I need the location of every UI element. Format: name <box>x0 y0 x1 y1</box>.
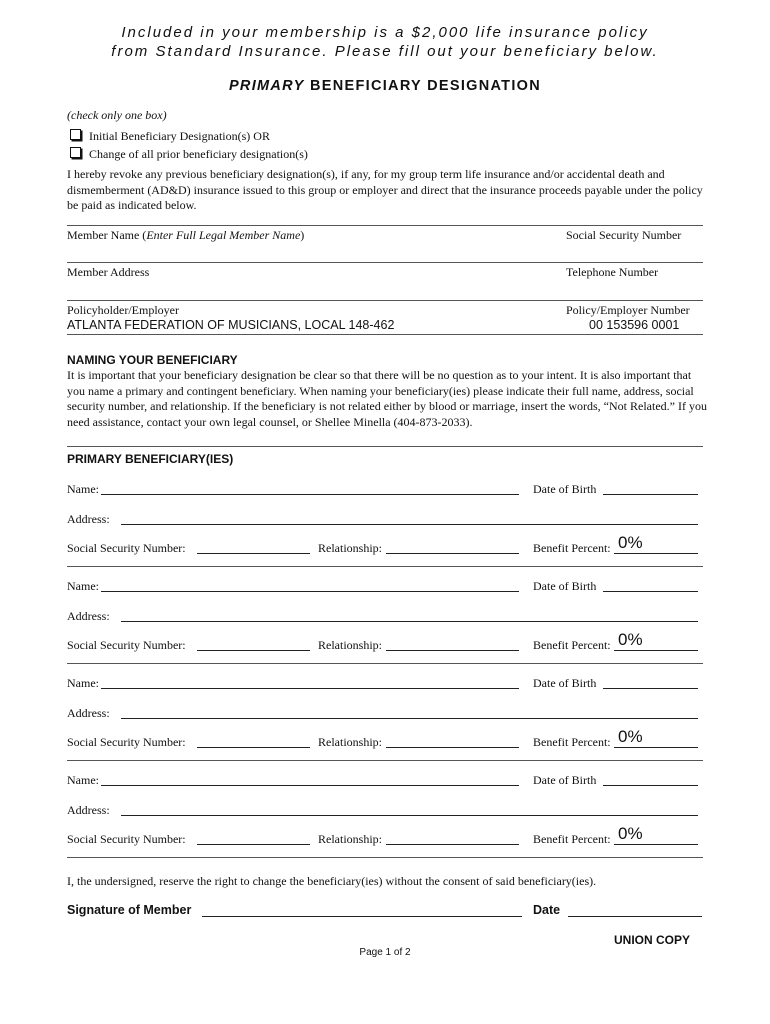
beneficiary-relationship-label: Relationship: <box>318 735 382 749</box>
document-title <box>0 78 770 94</box>
policyholder-value[interactable]: ATLANTA FEDERATION OF MUSICIANS, LOCAL 148-462 <box>67 318 395 332</box>
beneficiary-dob-field[interactable] <box>603 591 698 592</box>
primary-beneficiaries-heading: PRIMARY BENEFICIARY(IES) <box>67 452 234 466</box>
beneficiary-address-label: Address: <box>67 803 110 817</box>
check-instruction: (check only one box) <box>67 108 167 122</box>
beneficiary-dob-label: Date of Birth <box>533 482 597 496</box>
beneficiary-address-label: Address: <box>67 706 110 720</box>
beneficiary-address-label: Address: <box>67 512 110 526</box>
beneficiary-name-field[interactable] <box>101 591 519 592</box>
beneficiary-ssn-label: Social Security Number: <box>67 832 186 846</box>
beneficiary-relationship-field[interactable] <box>386 650 519 651</box>
beneficiary-benefit-field[interactable] <box>614 747 698 748</box>
beneficiary-dob-field[interactable] <box>603 494 698 495</box>
beneficiary-address-label: Address: <box>67 609 110 623</box>
beneficiary-relationship-label: Relationship: <box>318 541 382 555</box>
member-name-label: Member Name (Enter Full Legal Member Name) <box>67 228 305 242</box>
beneficiary-name-field[interactable] <box>101 785 519 786</box>
header-line-2: from Standard Insurance. Please fill out your beneficiary below. <box>111 43 659 60</box>
member-address-line[interactable] <box>67 300 703 301</box>
member-address-label: Member Address <box>67 265 150 279</box>
beneficiary-ssn-label: Social Security Number: <box>67 541 186 555</box>
policyholder-label: Policyholder/Employer <box>67 303 179 317</box>
beneficiary-dob-label: Date of Birth <box>533 676 597 690</box>
beneficiary-benefit-field[interactable] <box>614 650 698 651</box>
initial-designation-label: Initial Beneficiary Designation(s) OR <box>89 129 270 143</box>
beneficiary-relationship-field[interactable] <box>386 553 519 554</box>
divider <box>67 760 703 761</box>
beneficiary-benefit-label: Benefit Percent: <box>533 735 611 749</box>
policy-number-label: Policy/Employer Number <box>566 303 690 317</box>
beneficiary-relationship-field[interactable] <box>386 844 519 845</box>
revoke-paragraph: I hereby revoke any previous beneficiary designation(s), if any, for my group term life insurance and/or accidental death and dismemberment (AD&D) insurance issued to this group or employer and direct that the insurance proceeds payable under the policy be paid as indicated below. <box>67 167 703 212</box>
naming-heading: NAMING YOUR BENEFICIARY <box>67 353 238 367</box>
beneficiary-benefit-percent[interactable]: 0% <box>618 533 643 552</box>
divider <box>67 663 703 664</box>
beneficiary-ssn-field[interactable] <box>197 650 310 651</box>
date-label: Date <box>533 903 561 917</box>
member-ssn-label: Social Security Number <box>566 228 682 242</box>
change-designation-checkbox[interactable] <box>70 147 81 158</box>
beneficiary-benefit-label: Benefit Percent: <box>533 832 611 846</box>
divider <box>67 446 703 447</box>
divider <box>67 857 703 858</box>
beneficiary-address-field[interactable] <box>121 815 698 816</box>
member-name-line[interactable] <box>67 262 703 263</box>
beneficiary-name-label: Name: <box>67 482 99 496</box>
header-line-1: Included in your membership is a $2,000 life insurance policy <box>121 24 649 41</box>
beneficiary-ssn-field[interactable] <box>197 747 310 748</box>
beneficiary-dob-label: Date of Birth <box>533 773 597 787</box>
beneficiary-ssn-field[interactable] <box>197 844 310 845</box>
title-emphasis: PRIMARY <box>228 78 305 94</box>
beneficiary-relationship-field[interactable] <box>386 747 519 748</box>
beneficiary-name-field[interactable] <box>101 494 519 495</box>
beneficiary-benefit-field[interactable] <box>614 844 698 845</box>
title-rest: BENEFICIARY DESIGNATION <box>304 78 542 94</box>
signature-label: Signature of Member <box>67 903 192 917</box>
beneficiary-name-label: Name: <box>67 773 99 787</box>
beneficiary-benefit-percent[interactable]: 0% <box>618 630 643 649</box>
page-number: Page 1 of 2 <box>359 947 411 958</box>
signature-date-line[interactable] <box>568 916 702 917</box>
change-designation-label: Change of all prior beneficiary designation(s) <box>89 147 308 161</box>
signature-line[interactable] <box>202 916 522 917</box>
beneficiary-dob-field[interactable] <box>603 785 698 786</box>
beneficiary-dob-field[interactable] <box>603 688 698 689</box>
beneficiary-benefit-field[interactable] <box>614 553 698 554</box>
reserve-statement: I, the undersigned, reserve the right to change the beneficiary(ies) without the consent of said beneficiary(ies). <box>67 874 597 888</box>
divider <box>67 566 703 567</box>
beneficiary-benefit-percent[interactable]: 0% <box>618 727 643 746</box>
beneficiary-name-label: Name: <box>67 579 99 593</box>
copy-label: UNION COPY <box>614 933 691 947</box>
divider <box>67 334 703 335</box>
beneficiary-ssn-label: Social Security Number: <box>67 638 186 652</box>
beneficiary-relationship-label: Relationship: <box>318 832 382 846</box>
beneficiary-relationship-label: Relationship: <box>318 638 382 652</box>
beneficiary-dob-label: Date of Birth <box>533 579 597 593</box>
member-phone-label: Telephone Number <box>566 265 659 279</box>
beneficiary-benefit-percent[interactable]: 0% <box>618 824 643 843</box>
divider <box>67 225 703 226</box>
beneficiary-name-field[interactable] <box>101 688 519 689</box>
beneficiary-benefit-label: Benefit Percent: <box>533 541 611 555</box>
beneficiary-address-field[interactable] <box>121 524 698 525</box>
initial-designation-checkbox[interactable] <box>70 129 81 140</box>
beneficiary-address-field[interactable] <box>121 621 698 622</box>
beneficiary-name-label: Name: <box>67 676 99 690</box>
beneficiary-ssn-field[interactable] <box>197 553 310 554</box>
naming-paragraph: It is important that your beneficiary designation be clear so that there will be no question as to your intent. It is also important that you name a primary and contingent beneficiary. When naming your beneficiary(ies) please indicate their full name, address, social security number, and relationship. If the beneficiary is not related either by blood or marriage, insert the words, “Not Related.” If you need assistance, contact your own legal counsel, or Shellee Minella (404-873-2033). <box>67 368 707 429</box>
beneficiary-ssn-label: Social Security Number: <box>67 735 186 749</box>
beneficiary-address-field[interactable] <box>121 718 698 719</box>
policy-number-value[interactable]: 00 153596 0001 <box>589 318 680 332</box>
beneficiary-benefit-label: Benefit Percent: <box>533 638 611 652</box>
